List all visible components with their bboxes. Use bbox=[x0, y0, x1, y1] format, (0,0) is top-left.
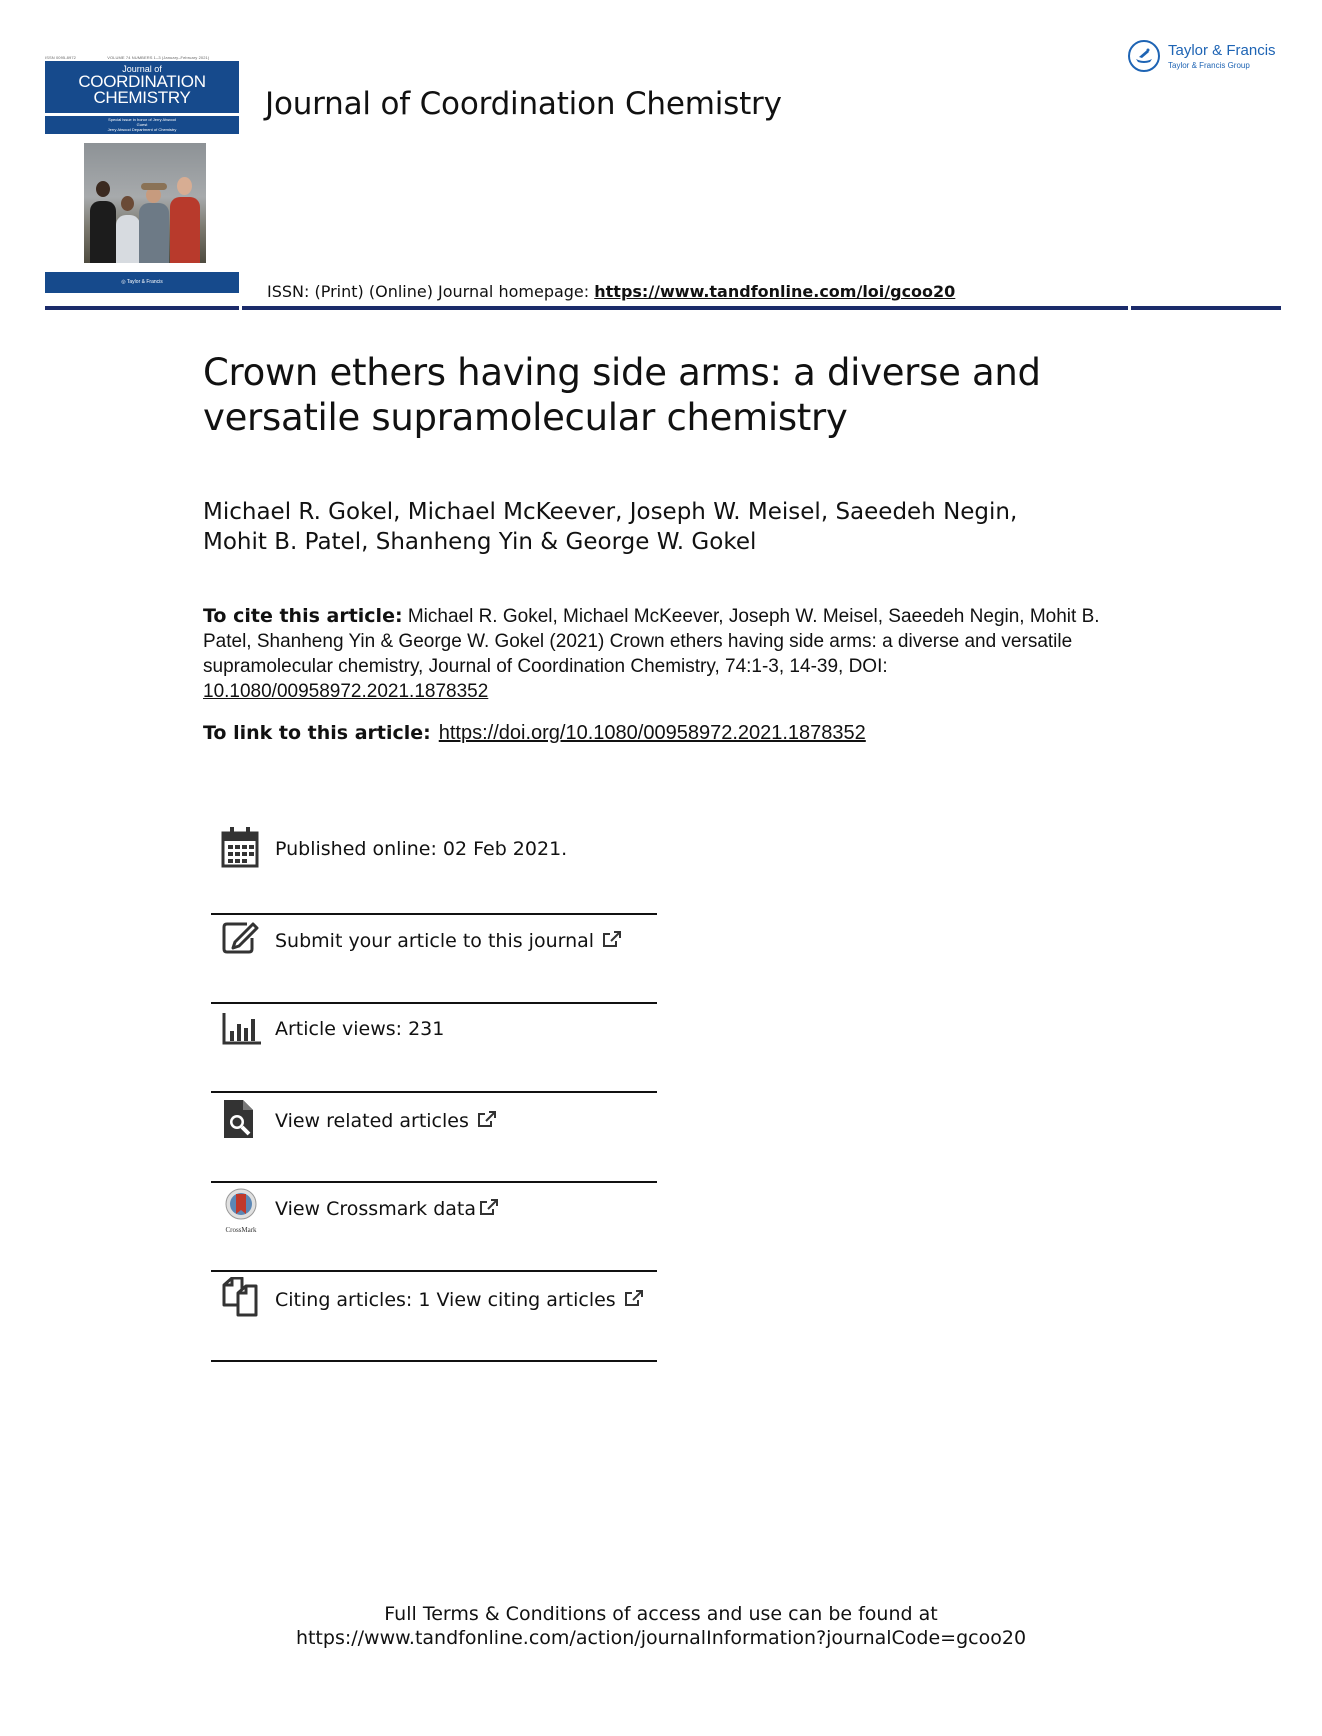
issn-line bbox=[267, 282, 955, 301]
cite-label: To cite this article: bbox=[203, 605, 403, 627]
cover-logo-icon: ◎ bbox=[121, 279, 127, 285]
doi-link[interactable]: https://doi.org/10.1080/00958972.2021.1878352 bbox=[438, 722, 866, 744]
publisher-logo[interactable] bbox=[1128, 40, 1288, 80]
link-label: To link to this article: bbox=[203, 722, 431, 744]
row-divider bbox=[211, 1360, 657, 1362]
cover-sub-line: Special issue in honor of Jerry Atwood bbox=[108, 117, 176, 122]
document-search-icon bbox=[221, 1098, 261, 1142]
crossmark-text: View Crossmark data bbox=[275, 1198, 477, 1220]
journal-title: Journal of Coordination Chemistry bbox=[265, 86, 782, 122]
cover-publisher-band bbox=[45, 272, 239, 293]
issn-label: ISSN: (Print) (Online) Journal homepage: bbox=[267, 282, 595, 301]
external-link-icon bbox=[602, 930, 622, 948]
cover-subtitle-band bbox=[45, 116, 239, 134]
header-divider bbox=[45, 306, 1281, 310]
cover-journal-of: Journal of bbox=[122, 64, 162, 74]
cover-issn: ISSN 0095-8972 bbox=[45, 55, 76, 60]
citing-link[interactable] bbox=[275, 1289, 644, 1311]
terms-footer bbox=[0, 1602, 1322, 1650]
calendar-icon bbox=[221, 826, 261, 870]
views-row bbox=[211, 1003, 657, 1091]
article-views: Article views: 231 bbox=[275, 1018, 445, 1040]
authors-line: Michael R. Gokel, Michael McKeever, Joseph W. Meisel, Saeedeh Negin, bbox=[203, 499, 1018, 525]
cite-text: Michael R. Gokel, Michael McKeever, Joseph W. Meisel, Saeedeh Negin, Mohit B. Patel, Shanheng Yin & George W. Gokel (2021) Crown ethers having side arms: a diverse and versatile supramolecular chemistry, Journal of Coordination Chemistry, 74:1-3, 14-39, DOI: bbox=[203, 606, 1100, 677]
cover-publisher: Taylor & Francis bbox=[126, 279, 163, 285]
bar-chart-icon bbox=[221, 1011, 261, 1055]
crossmark-link[interactable] bbox=[275, 1198, 499, 1220]
citing-label: Citing articles: 1 View citing articles bbox=[275, 1289, 616, 1311]
cover-name-line-2: CHEMISTRY bbox=[93, 88, 191, 107]
copy-documents-icon bbox=[221, 1277, 261, 1321]
edit-icon bbox=[221, 918, 261, 962]
divider-gap bbox=[239, 306, 242, 310]
journal-homepage-link[interactable]: https://www.tandfonline.com/loi/gcoo20 bbox=[594, 282, 956, 301]
cover-name-line-1: COORDINATION bbox=[78, 72, 206, 91]
cover-title-band bbox=[45, 61, 239, 113]
citing-row[interactable] bbox=[211, 1271, 657, 1359]
divider-gap bbox=[1128, 306, 1131, 310]
submit-label: Submit your article to this journal bbox=[275, 930, 595, 952]
article-link-line bbox=[203, 722, 866, 745]
terms-link[interactable]: https://www.tandfonline.com/action/journalInformation?journalCode=gcoo20 bbox=[295, 1627, 1027, 1649]
crossmark-row[interactable] bbox=[211, 1182, 657, 1270]
submit-row[interactable] bbox=[211, 914, 657, 1002]
cover-sub-line: Jerry Atwood Department of Chemistry bbox=[107, 127, 177, 132]
external-link-icon bbox=[479, 1198, 499, 1216]
external-link-icon bbox=[477, 1110, 497, 1128]
publisher-group: Taylor & Francis Group bbox=[1168, 61, 1250, 70]
related-row[interactable] bbox=[211, 1092, 657, 1180]
author-list bbox=[203, 497, 1203, 557]
cover-sub-line: Guest bbox=[136, 122, 148, 127]
authors-line: Mohit B. Patel, Shanheng Yin & George W. Gokel bbox=[203, 529, 757, 555]
article-title: Crown ethers having side arms: a diverse and versatile supramolecular chemistry bbox=[203, 351, 1041, 439]
external-link-icon bbox=[624, 1289, 644, 1307]
related-link[interactable] bbox=[275, 1110, 497, 1132]
crossmark-icon bbox=[221, 1188, 261, 1232]
published-date: Published online: 02 Feb 2021. bbox=[275, 838, 568, 860]
cover-volume: VOLUME 74 NUMBERS 1–3 (January–February 2021) bbox=[107, 55, 210, 60]
publisher-logo-icon bbox=[1128, 40, 1160, 72]
related-label: View related articles bbox=[275, 1110, 469, 1132]
submit-link[interactable] bbox=[275, 930, 622, 952]
terms-text: Full Terms & Conditions of access and use can be found at bbox=[384, 1603, 938, 1625]
crossmark-label: CrossMark bbox=[225, 1226, 257, 1234]
publisher-name: Taylor & Francis bbox=[1168, 42, 1276, 59]
cite-doi-link[interactable]: 10.1080/00958972.2021.1878352 bbox=[203, 681, 489, 702]
cover-photo bbox=[84, 143, 206, 263]
journal-cover bbox=[45, 55, 239, 293]
citation-block bbox=[203, 604, 1153, 704]
published-row bbox=[211, 820, 657, 908]
